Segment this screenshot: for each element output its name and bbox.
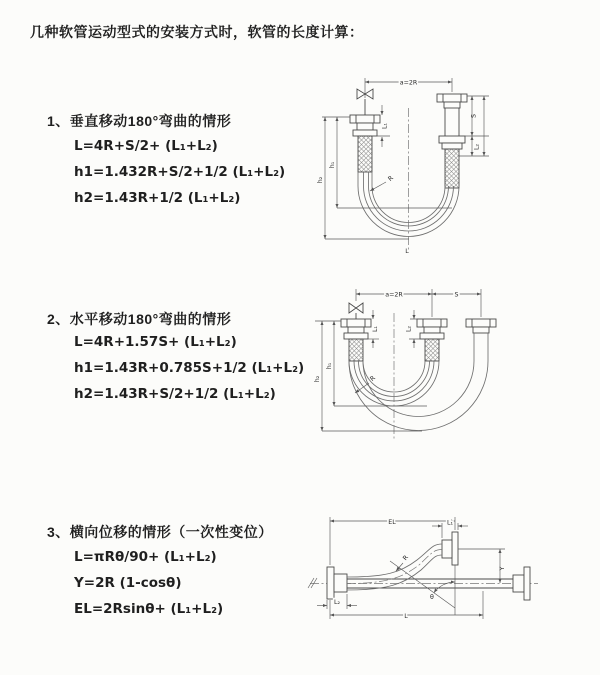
diagram-lateral-displacement xyxy=(300,503,600,655)
dim-label-a2r: a=2R xyxy=(399,79,418,87)
dim-a2r xyxy=(356,289,481,317)
dim-s xyxy=(432,291,481,298)
upper-flange-displaced xyxy=(442,532,458,565)
right-flange xyxy=(513,567,530,600)
braided-hose-section xyxy=(349,339,363,361)
radius-callout xyxy=(370,174,395,191)
dim-label-a2r: a=2R xyxy=(385,291,403,299)
diagram-horizontal-180-bend xyxy=(307,281,595,457)
dim-label-el: EL xyxy=(388,519,396,526)
diagram-vertical-180-bend xyxy=(312,68,592,258)
dim-label-l1: L₁ xyxy=(372,325,379,333)
section-2-formula-l: L=4R+1.57S+ (L₁+L₂) xyxy=(74,334,237,350)
section-3-formula-y: Y=2R (1-cosθ) xyxy=(74,575,182,591)
dim-label-y: Y xyxy=(499,566,506,571)
dim-h1 xyxy=(322,117,452,208)
dim-label-h2: h₂ xyxy=(317,176,324,184)
dim-label-l1: L₁ xyxy=(446,519,454,527)
dim-label-h2: h₂ xyxy=(314,375,321,383)
dim-label-s: S xyxy=(470,114,478,118)
dim-label-l: L xyxy=(404,612,408,620)
section-2-formula-h1: h1=1.43R+0.785S+1/2 (L₁+L₂) xyxy=(74,360,305,376)
dim-y xyxy=(458,549,506,583)
centerline-break-mark xyxy=(308,578,317,588)
dim-l1 xyxy=(363,310,379,348)
section-1-formula-h1: h1=1.432R+S/2+1/2 (L₁+L₂) xyxy=(74,164,286,180)
braided-hose-section xyxy=(445,149,459,188)
left-flange xyxy=(327,567,347,599)
dim-label-l2: L₂ xyxy=(333,599,341,606)
section-1-heading: 1、垂直移动180°弯曲的情形 xyxy=(47,113,232,129)
section-3-heading: 3、横向位移的情形（一次性变位） xyxy=(47,524,273,540)
radius-label: R xyxy=(369,374,377,383)
left-pipe-fitting xyxy=(350,115,380,172)
dim-label-l2: L₂ xyxy=(405,325,413,333)
middle-pipe-fitting xyxy=(417,319,447,361)
radius-label: R xyxy=(401,554,410,562)
dim-l1 xyxy=(432,520,468,539)
dim-l2 xyxy=(406,310,426,348)
dim-label-h1: h₁ xyxy=(326,362,333,370)
dim-label-l2: L₂ xyxy=(473,143,481,151)
section-1-formula-l: L=4R+S/2+ (L₁+L₂) xyxy=(74,138,218,154)
section-3-formula-el: EL=2Rsinθ+ (L₁+L₂) xyxy=(74,601,224,617)
dim-label-l1: L₁ xyxy=(381,122,389,130)
theta-label: θ xyxy=(430,594,434,601)
dim-l1 xyxy=(372,105,390,147)
dim-el xyxy=(330,517,455,565)
hose-s-curve xyxy=(347,544,442,590)
dim-l2 xyxy=(472,96,484,156)
right-pipe-fitting xyxy=(466,319,496,333)
dim-label-s: S xyxy=(454,291,459,299)
section-2-heading: 2、水平移动180°弯曲的情形 xyxy=(47,311,232,327)
section-1-formula-h2: h2=1.43R+1/2 (L₁+L₂) xyxy=(74,190,241,206)
braided-hose-section xyxy=(358,136,372,172)
section-3-formula-l: L=πRθ/90+ (L₁+L₂) xyxy=(74,549,217,565)
dim-l2 xyxy=(317,594,357,609)
page-title: 几种软管运动型式的安装方式时，软管的长度计算： xyxy=(30,24,364,40)
braided-hose-section xyxy=(425,339,439,361)
dim-h1 xyxy=(315,321,427,406)
radius-label: R xyxy=(387,174,395,183)
left-pipe-fitting xyxy=(341,319,371,361)
valve-icon xyxy=(349,303,363,319)
hose-u-bend-displaced xyxy=(349,333,488,431)
dim-label-h1: h₁ xyxy=(329,161,336,169)
right-pipe-fitting xyxy=(437,94,467,188)
section-2-formula-h2: h2=1.43R+S/2+1/2 (L₁+L₂) xyxy=(74,386,276,402)
length-label: L xyxy=(405,248,409,255)
